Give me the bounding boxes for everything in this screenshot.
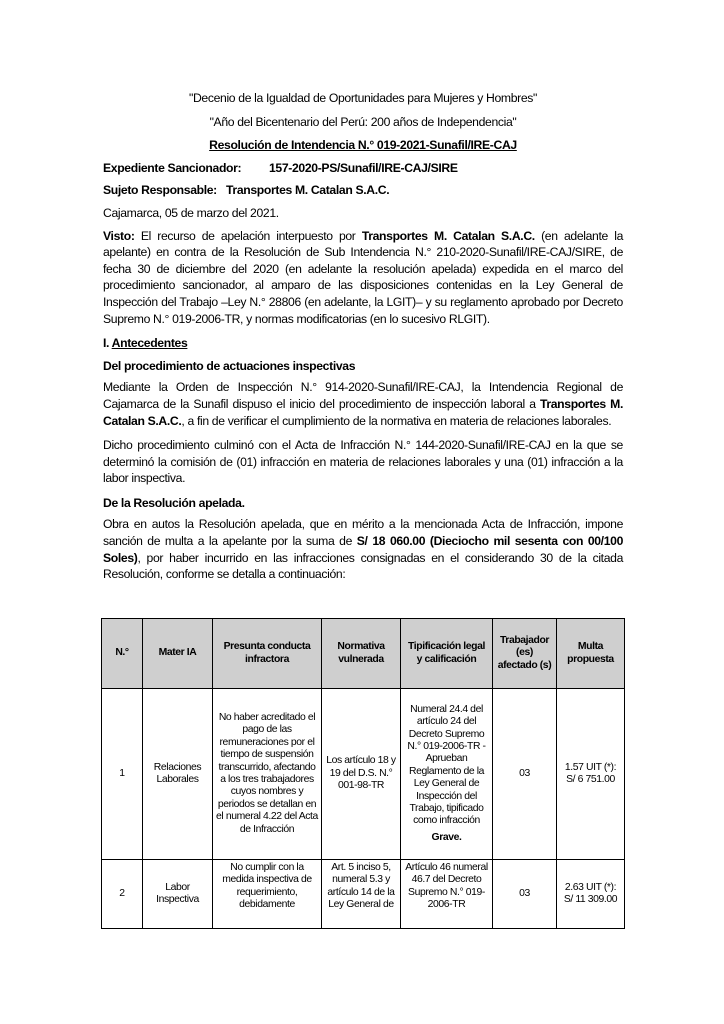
paragraph-multa-amount: S/ 18 060.00 (Dieciocho mil sesenta con 00/100 Soles) [103, 534, 623, 565]
section-title: Antecedentes [111, 336, 188, 351]
header-trabajadores: Trabajador (es) afectado (s) [493, 619, 557, 689]
table-row [102, 860, 625, 929]
header-num: N.° [102, 619, 143, 689]
paragraph-orden-text-a: Mediante la Orden de Inspección N.° 914-2020-Sunafil/IRE-CAJ, la Intendencia Regional de Cajamarca de la Sunafil dispuso el inicio del procedimiento de inspección laboral a [103, 380, 623, 411]
expediente-value: 157-2020-PS/Sunafil/IRE-CAJ/SIRE [269, 160, 458, 175]
cell-trabajadores: 03 [493, 860, 557, 929]
paragraph-multa-text-b: , por haber incurrido en las infracciones consignadas en el considerando 30 de la citada Resolución, conforme se detalla a continuación: [103, 550, 623, 582]
cell-multa: 2.63 UIT (*): S/ 11 309.00 [557, 860, 625, 929]
infractions-table [101, 618, 625, 929]
expediente-label: Expediente Sancionador: [103, 160, 242, 175]
cell-tipificacion [401, 689, 493, 860]
header-materia: Mater IA [143, 619, 213, 689]
place-date: Cajamarca, 05 de marzo del 2021. [103, 205, 279, 220]
cell-normativa: Los artículo 18 y 19 del D.S. N.° 001-98-TR [322, 689, 401, 860]
header-normativa: Normativa vulnerada [322, 619, 401, 689]
cell-num: 1 [102, 689, 143, 860]
sujeto-label: Sujeto Responsable: [103, 183, 217, 198]
cell-num: 2 [102, 860, 143, 929]
year-quote: "Año del Bicentenario del Perú: 200 años de Independencia" [209, 114, 517, 129]
cell-tipificacion: Artículo 46 numeral 46.7 del Decreto Supremo N.° 019-2006-TR [401, 860, 493, 929]
cell-calificacion: Grave. [431, 831, 462, 843]
paragraph-acta: Dicho procedimiento culminó con el Acta de Infracción N.° 144-2020-Sunafil/IRE-CAJ en la que se determinó la comisión de (01) infracción en materia de relaciones laborales y una (01) infracción a la labor inspectiva. [103, 438, 623, 486]
sujeto-value: Transportes M. Catalan S.A.C. [226, 183, 390, 198]
section-heading [103, 335, 623, 352]
paragraph-orden-company: Transportes M. Catalan S.A.C. [103, 396, 623, 428]
visto-paragraph [103, 228, 623, 328]
expediente-row [103, 160, 623, 177]
cell-conducta: No cumplir con la medida inspectiva de requerimiento, debidamente [213, 860, 322, 929]
cell-conducta: No haber acreditado el pago de las remuneraciones por el tiempo de suspensión transcurrido, afectando a los tres trabajadores cuyos nombres y periodos se detallan en el numeral 4.22 del Acta de Infracción [213, 689, 322, 860]
header-conducta: Presunta conducta infractora [213, 619, 322, 689]
decade-quote: "Decenio de la Igualdad de Oportunidades para Mujeres y Hombres" [188, 91, 538, 105]
paragraph-orden-text-b: , a fin de verificar el cumplimiento de la normativa en materia de relaciones laborales. [181, 413, 612, 428]
cell-normativa: Art. 5 inciso 5, numeral 5.3 y artículo 14 de la Ley General de [322, 860, 401, 929]
header-multa: Multa propuesta [557, 619, 625, 689]
cell-materia: Labor Inspectiva [143, 860, 213, 929]
table-header-row [102, 619, 625, 689]
visto-company: Transportes M. Catalan S.A.C. [361, 228, 535, 243]
paragraph-orden [103, 379, 623, 429]
cell-materia: Relaciones Laborales [143, 689, 213, 860]
visto-text-1: El recurso de apelación interpuesto por [134, 228, 362, 243]
table-row [102, 689, 625, 860]
section-number: I. [103, 336, 112, 351]
subheading-resolucion: De la Resolución apelada. [103, 495, 245, 510]
paragraph-multa [103, 516, 623, 582]
document-body [103, 90, 623, 591]
subheading-actuaciones: Del procedimiento de actuaciones inspectivas [103, 358, 356, 373]
cell-tipificacion-text: Numeral 24.4 del artículo 24 del Decreto Supremo N.° 019-2006-TR - Aprueban Reglamento de la Ley General de Inspección del Trabajo, tipificado como infracción [407, 703, 486, 827]
sujeto-row [103, 182, 623, 199]
header-tipificacion: Tipificación legal y calificación [401, 619, 493, 689]
cell-multa: 1.57 UIT (*): S/ 6 751.00 [557, 689, 625, 860]
visto-text-2: (en adelante la apelante) en contra de la Resolución de Sub Intendencia N.° 210-2020-Sunafil/IRE-CAJ/SIRE, de fecha 30 de diciembre del 2020 (en adelante la resolución apelada) expedida en el marco del procedimiento sancionador, al amparo de las disposiciones contenidas en la Ley General de Inspección del Trabajo –Ley N.° 28806 (en adelante, la LGIT)– y su reglamento aprobado por Decreto Supremo N.° 019-2006-TR, y normas modificatorias (en lo sucesivo RLGIT). [103, 228, 623, 326]
visto-label: Visto: [103, 228, 135, 243]
resolution-title: Resolución de Intendencia N.° 019-2021-Sunafil/IRE-CAJ [209, 138, 517, 153]
cell-trabajadores: 03 [493, 689, 557, 860]
paragraph-multa-text-a: Obra en autos la Resolución apelada, que en mérito a la mencionada Acta de Infracción, impone sanción de multa a la apelante por la suma de [103, 517, 623, 549]
